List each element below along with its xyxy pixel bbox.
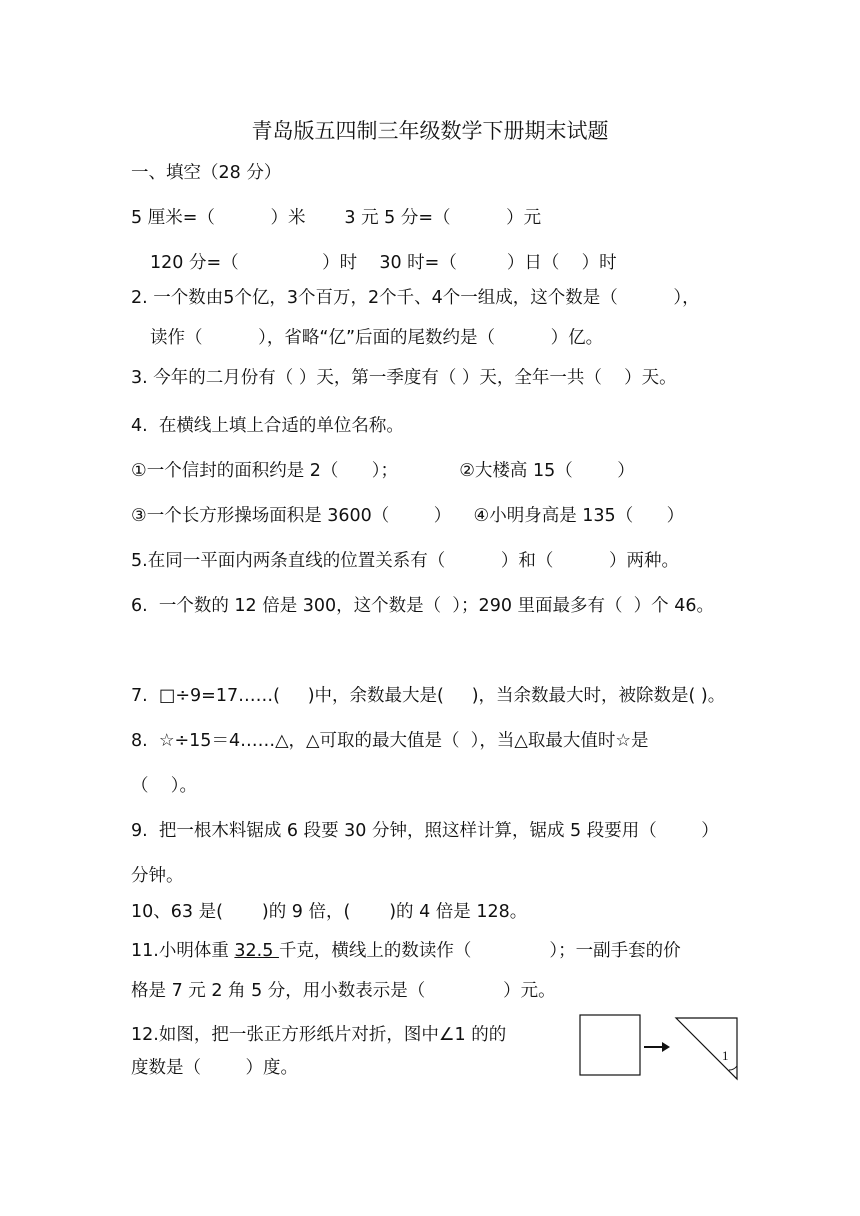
- question-12a: 12.如图，把一张正方形纸片对折，图中∠1 的的: [131, 1025, 507, 1045]
- question-11a: [131, 939, 681, 963]
- q11-prefix: 11.小明体重: [131, 941, 235, 961]
- question-2b: 读作（ ），省略“亿”后面的尾数约是（ ）亿。: [150, 328, 604, 348]
- question-1b: 120 分=（ ）时 30 时=（ ）日（ ）时: [150, 253, 617, 273]
- question-9a: 9. 把一根木料锯成 6 段要 30 分钟，照这样计算，锯成 5 段要用（ ）: [131, 821, 719, 841]
- question-8a: 8. ☆÷15＝4……△，△可取的最大值是（ ），当△取最大值时☆是: [131, 731, 649, 751]
- question-5: 5.在同一平面内两条直线的位置关系有（ ）和（ ）两种。: [131, 551, 679, 571]
- question-4-part1: ①一个信封的面积约是 2（ ）； ②大楼高 15（ ）: [131, 461, 635, 481]
- question-3: 3. 今年的二月份有（ ）天，第一季度有（ ）天，全年一共（ ）天。: [131, 368, 677, 388]
- underlined-number: 32.5: [234, 941, 279, 961]
- arrow-head-icon: [662, 1042, 670, 1052]
- question-11b: 格是 7 元 2 角 5 分，用小数表示是（ ）元。: [131, 981, 556, 1001]
- question-10: 10、63 是( )的 9 倍，( )的 4 倍是 128。: [131, 902, 528, 922]
- section-heading: 一、填空（28 分）: [131, 163, 282, 183]
- folded-square-figure: [578, 1012, 742, 1082]
- question-2a: 2. 一个数由5个亿，3个百万，2个千、4个一组成，这个数是（ ），: [131, 288, 700, 308]
- question-1a: 5 厘米=（ ）米 3 元 5 分=（ ）元: [131, 208, 542, 228]
- question-9b: 分钟。: [131, 866, 184, 886]
- question-8b: （ ）。: [131, 776, 198, 796]
- angle-label: 1: [722, 1048, 729, 1063]
- question-6: 6. 一个数的 12 倍是 300，这个数是（ ）；290 里面最多有（ ）个 46。: [131, 596, 714, 616]
- question-7: 7. □÷9=17……( )中，余数最大是( )，当余数最大时，被除数是( )。: [131, 686, 726, 706]
- q11-suffix: 千克，横线上的数读作（ ）；一副手套的价: [278, 941, 681, 961]
- square-shape: [580, 1015, 640, 1075]
- question-12b: 度数是（ ）度。: [131, 1058, 299, 1078]
- question-4-part2: ③一个长方形操场面积是 3600（ ） ④小明身高是 135（ ）: [131, 506, 685, 526]
- angle-arc: [729, 1066, 737, 1070]
- page-title: 青岛版五四制三年级数学下册期末试题: [251, 119, 609, 143]
- question-4: 4. 在横线上填上合适的单位名称。: [131, 416, 404, 436]
